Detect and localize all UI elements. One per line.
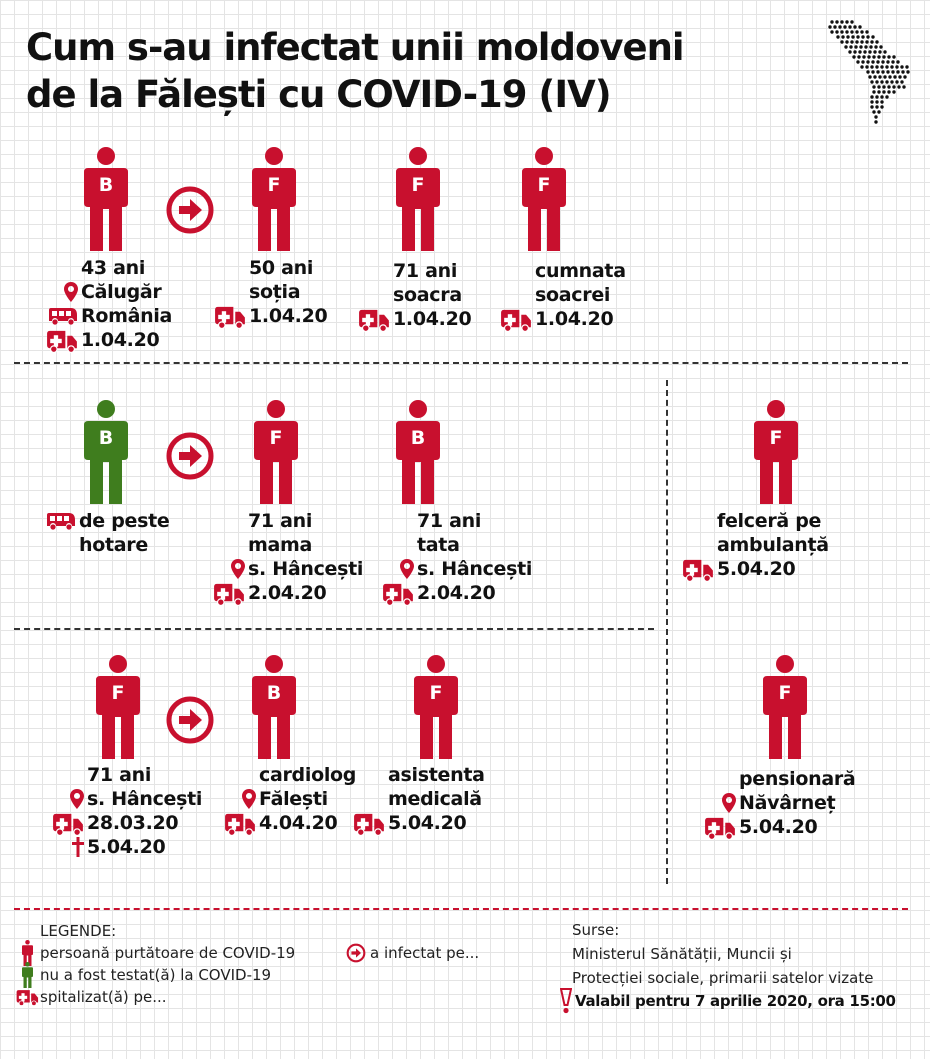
person-info bbox=[354, 259, 471, 331]
legend-hospitalized: spitalizat(ă) pe... bbox=[40, 988, 167, 1006]
location-text: s. Hâncești bbox=[248, 558, 364, 580]
date-text: 1.04.20 bbox=[393, 308, 472, 330]
ambulance-icon bbox=[381, 581, 414, 606]
person-letter: F bbox=[267, 174, 281, 196]
ambulance-icon bbox=[223, 811, 256, 836]
cross-icon bbox=[72, 837, 84, 857]
person-f-6 bbox=[414, 655, 458, 759]
relation-text: soacrei bbox=[535, 284, 611, 306]
age-text: 71 ani bbox=[248, 510, 313, 532]
person-info bbox=[678, 509, 829, 581]
legend-title: LEGENDE: bbox=[40, 922, 117, 940]
page-title bbox=[26, 24, 786, 118]
validity-text: Valabil pentru 7 aprilie 2020, ora 15:00 bbox=[575, 992, 896, 1010]
moldova-map-icon bbox=[824, 18, 916, 134]
divider bbox=[666, 380, 668, 884]
divider bbox=[14, 628, 654, 630]
person-icon bbox=[84, 147, 128, 251]
date-text: 1.04.20 bbox=[249, 305, 328, 327]
person-icon bbox=[396, 147, 440, 251]
person-letter: B bbox=[98, 174, 114, 196]
person-letter: B bbox=[266, 682, 282, 704]
relation-text: soția bbox=[249, 281, 301, 303]
person-icon bbox=[763, 655, 807, 759]
divider bbox=[14, 362, 908, 364]
date-text: 1.04.20 bbox=[81, 329, 160, 351]
ambulance-icon bbox=[703, 815, 736, 840]
person-info bbox=[349, 763, 485, 835]
person-info bbox=[210, 256, 327, 328]
person-b-2 bbox=[84, 400, 128, 504]
date-text: 2.04.20 bbox=[248, 582, 327, 604]
person-b-4 bbox=[252, 655, 296, 759]
ambulance-icon bbox=[15, 988, 39, 1006]
person-icon bbox=[522, 147, 566, 251]
ambulance-icon bbox=[51, 811, 84, 836]
person-info bbox=[700, 767, 855, 839]
location-pin-icon bbox=[242, 789, 256, 809]
relation-text: mama bbox=[248, 534, 313, 556]
legend-untested: nu a fost testat(ă) la COVID-19 bbox=[40, 966, 272, 984]
person-info bbox=[48, 763, 202, 859]
person-info bbox=[378, 509, 532, 605]
occupation-text: ambulanță bbox=[717, 534, 829, 556]
location-pin-icon bbox=[64, 282, 78, 302]
person-f-7 bbox=[754, 400, 798, 504]
person-f-5 bbox=[96, 655, 140, 759]
age-text: 71 ani bbox=[87, 764, 152, 786]
person-f-2 bbox=[396, 147, 440, 251]
person-icon bbox=[396, 400, 440, 504]
age-text: 71 ani bbox=[393, 260, 458, 282]
age-text: 50 ani bbox=[249, 257, 314, 279]
origin-text: hotare bbox=[79, 534, 148, 556]
person-icon bbox=[414, 655, 458, 759]
date-text: 5.04.20 bbox=[717, 558, 796, 580]
ambulance-icon bbox=[352, 811, 385, 836]
arrow-right-icon bbox=[166, 432, 214, 480]
title-line-2: de la Fălești cu COVID-19 (IV) bbox=[26, 73, 611, 116]
date-text: 2.04.20 bbox=[417, 582, 496, 604]
sources-line-1: Ministerul Sănătății, Muncii și bbox=[572, 945, 792, 963]
person-letter: F bbox=[269, 427, 283, 449]
person-b-3 bbox=[396, 400, 440, 504]
location-pin-icon bbox=[70, 789, 84, 809]
person-icon bbox=[84, 400, 128, 504]
person-info bbox=[40, 509, 169, 557]
person-icon bbox=[252, 147, 296, 251]
title-line-1: Cum s-au infectat unii moldoveni bbox=[26, 26, 684, 69]
legend-infected-text: a infectat pe... bbox=[370, 944, 480, 962]
death-date-text: 5.04.20 bbox=[87, 836, 166, 858]
ambulance-icon bbox=[681, 557, 714, 582]
person-b-1 bbox=[84, 147, 128, 251]
sources bbox=[572, 918, 873, 990]
person-letter: B bbox=[410, 427, 426, 449]
occupation-text: medicală bbox=[388, 788, 482, 810]
origin-text: de peste bbox=[79, 510, 170, 532]
legend-infected bbox=[346, 942, 479, 964]
occupation-text: asistenta bbox=[388, 764, 485, 786]
origin-text: România bbox=[81, 305, 173, 327]
date-text: 4.04.20 bbox=[259, 812, 338, 834]
location-text: s. Hâncești bbox=[87, 788, 203, 810]
arrow-right-icon bbox=[346, 943, 366, 963]
date-text: 5.04.20 bbox=[388, 812, 467, 834]
bus-icon bbox=[46, 512, 76, 530]
age-text: 71 ani bbox=[417, 510, 482, 532]
person-icon bbox=[254, 400, 298, 504]
arrow-right-icon bbox=[166, 186, 214, 234]
person-f-1 bbox=[252, 147, 296, 251]
exclamation-icon bbox=[560, 988, 572, 1014]
location-pin-icon bbox=[231, 559, 245, 579]
ambulance-icon bbox=[213, 304, 246, 329]
person-f-8 bbox=[763, 655, 807, 759]
occupation-text: cardiolog bbox=[259, 764, 357, 786]
person-letter: F bbox=[429, 682, 443, 704]
person-letter: F bbox=[778, 682, 792, 704]
location-pin-icon bbox=[400, 559, 414, 579]
person-icon bbox=[252, 655, 296, 759]
legend-carrier: persoană purtătoare de COVID-19 bbox=[40, 944, 296, 962]
person-info bbox=[496, 259, 626, 331]
validity-note bbox=[560, 988, 896, 1014]
ambulance-icon bbox=[45, 328, 78, 353]
relation-text: soacra bbox=[393, 284, 462, 306]
date-text: 28.03.20 bbox=[87, 812, 179, 834]
bus-icon bbox=[48, 307, 78, 325]
footer-divider bbox=[14, 908, 908, 910]
person-letter: F bbox=[111, 682, 125, 704]
occupation-text: pensionară bbox=[739, 768, 856, 790]
person-info bbox=[42, 256, 172, 352]
sources-title: Surse: bbox=[572, 921, 620, 939]
legend bbox=[14, 920, 295, 1008]
person-f-4 bbox=[254, 400, 298, 504]
location-text: Călugăr bbox=[81, 281, 162, 303]
person-icon bbox=[96, 655, 140, 759]
location-text: Năvârneț bbox=[739, 792, 836, 814]
age-text: 43 ani bbox=[81, 257, 146, 279]
person-letter: F bbox=[769, 427, 783, 449]
arrow-right-icon bbox=[166, 696, 214, 744]
relation-text: tata bbox=[417, 534, 460, 556]
relation-text: cumnata bbox=[535, 260, 626, 282]
date-text: 5.04.20 bbox=[739, 816, 818, 838]
occupation-text: felceră pe bbox=[717, 510, 822, 532]
location-pin-icon bbox=[722, 793, 736, 813]
date-text: 1.04.20 bbox=[535, 308, 614, 330]
person-icon bbox=[754, 400, 798, 504]
sources-line-2: Protecției sociale, primarii satelor vizate bbox=[572, 969, 874, 987]
person-letter: F bbox=[411, 174, 425, 196]
person-icon bbox=[22, 962, 33, 988]
person-letter: F bbox=[537, 174, 551, 196]
person-letter: B bbox=[98, 427, 114, 449]
ambulance-icon bbox=[499, 307, 532, 332]
ambulance-icon bbox=[357, 307, 390, 332]
location-text: s. Hâncești bbox=[417, 558, 533, 580]
person-f-3 bbox=[522, 147, 566, 251]
person-info bbox=[220, 763, 356, 835]
ambulance-icon bbox=[212, 581, 245, 606]
location-text: Fălești bbox=[259, 788, 328, 810]
person-info bbox=[209, 509, 363, 605]
